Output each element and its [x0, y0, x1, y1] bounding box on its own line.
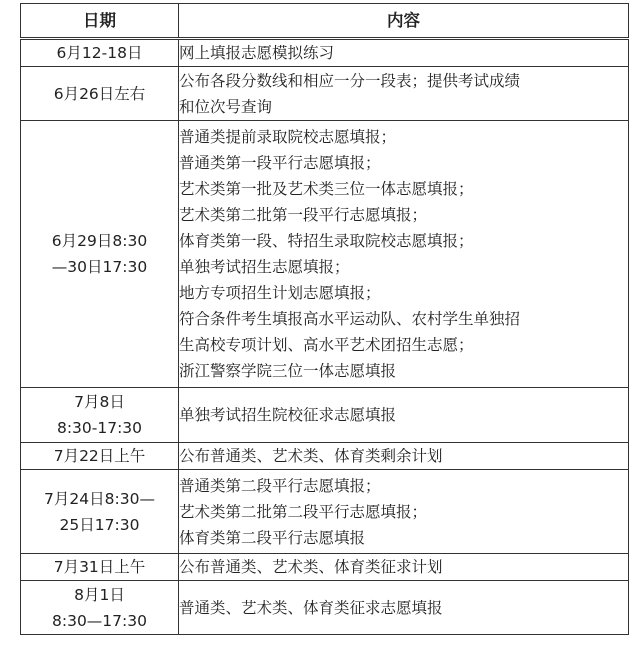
content-cell [179, 470, 629, 554]
table-row [21, 470, 629, 554]
content-line: 公布普通类、艺术类、体育类征求计划 [179, 558, 443, 576]
table-row [21, 581, 629, 635]
content-line: 单独考试招生志愿填报； [179, 258, 350, 276]
date-line: 6月26日左右 [53, 84, 146, 103]
content-line: 网上填报志愿模拟练习 [179, 44, 335, 62]
content-line: 普通类第二段平行志愿填报； [179, 476, 381, 495]
content-line: 公布各段分数线和相应一分一段表；提供考试成绩 [179, 71, 521, 90]
content-line: 艺术类第二批第一段平行志愿填报； [179, 206, 428, 224]
content-column-header: 内容 [179, 4, 629, 39]
content-cell [179, 121, 629, 388]
date-cell [21, 121, 179, 388]
content-line: 符合条件考生填报高水平运动队、农村学生单独招 [179, 310, 521, 328]
schedule-table [20, 3, 629, 635]
content-cell [179, 39, 629, 67]
content-line: 生高校专项计划、高水平艺术团招生志愿； [179, 336, 474, 354]
content-cell [179, 581, 629, 635]
table-row [21, 443, 629, 470]
date-line: 7月22日上午 [53, 447, 146, 465]
date-cell [21, 554, 179, 581]
date-line: 7月8日 [74, 393, 125, 411]
table-row [21, 388, 629, 443]
date-line: 6月12-18日 [56, 44, 143, 62]
content-line: 公布普通类、艺术类、体育类剩余计划 [179, 447, 443, 465]
content-line: 艺术类第一批及艺术类三位一体志愿填报； [179, 180, 474, 198]
content-cell [179, 443, 629, 470]
date-line: 8:30-17:30 [56, 419, 143, 437]
table-row [21, 121, 629, 388]
content-line: 体育类第一段、特招生录取院校志愿填报； [179, 232, 474, 250]
date-line: 8:30—17:30 [52, 611, 147, 630]
date-line: —30日17:30 [51, 258, 148, 276]
table-row [21, 554, 629, 581]
date-line: 6月29日8:30 [51, 232, 148, 250]
content-line: 地方专项招生计划志愿填报； [179, 284, 381, 302]
date-cell [21, 388, 179, 443]
content-line: 艺术类第二批第二段平行志愿填报； [179, 502, 428, 521]
content-cell [179, 67, 629, 121]
date-cell [21, 67, 179, 121]
date-cell [21, 443, 179, 470]
header-row [21, 4, 629, 39]
content-line: 普通类、艺术类、体育类征求志愿填报 [179, 598, 443, 617]
date-cell [21, 470, 179, 554]
date-line: 7月31日上午 [53, 558, 146, 576]
date-line: 7月24日8:30— [44, 489, 155, 508]
content-cell [179, 388, 629, 443]
content-line: 单独考试招生院校征求志愿填报 [179, 406, 397, 424]
content-line: 浙江警察学院三位一体志愿填报 [179, 362, 397, 380]
date-line: 25日17:30 [59, 515, 140, 534]
content-line: 普通类提前录取院校志愿填报； [179, 128, 397, 146]
content-cell [179, 554, 629, 581]
date-cell [21, 39, 179, 67]
table-row [21, 67, 629, 121]
table-row [21, 39, 629, 67]
date-column-header: 日期 [21, 4, 179, 39]
schedule-body [21, 39, 629, 635]
content-line: 和位次号查询 [179, 97, 273, 116]
content-line: 普通类第一段平行志愿填报； [179, 154, 381, 172]
date-line: 8月1日 [74, 585, 125, 604]
date-cell [21, 581, 179, 635]
content-line: 体育类第二段平行志愿填报 [179, 528, 366, 547]
